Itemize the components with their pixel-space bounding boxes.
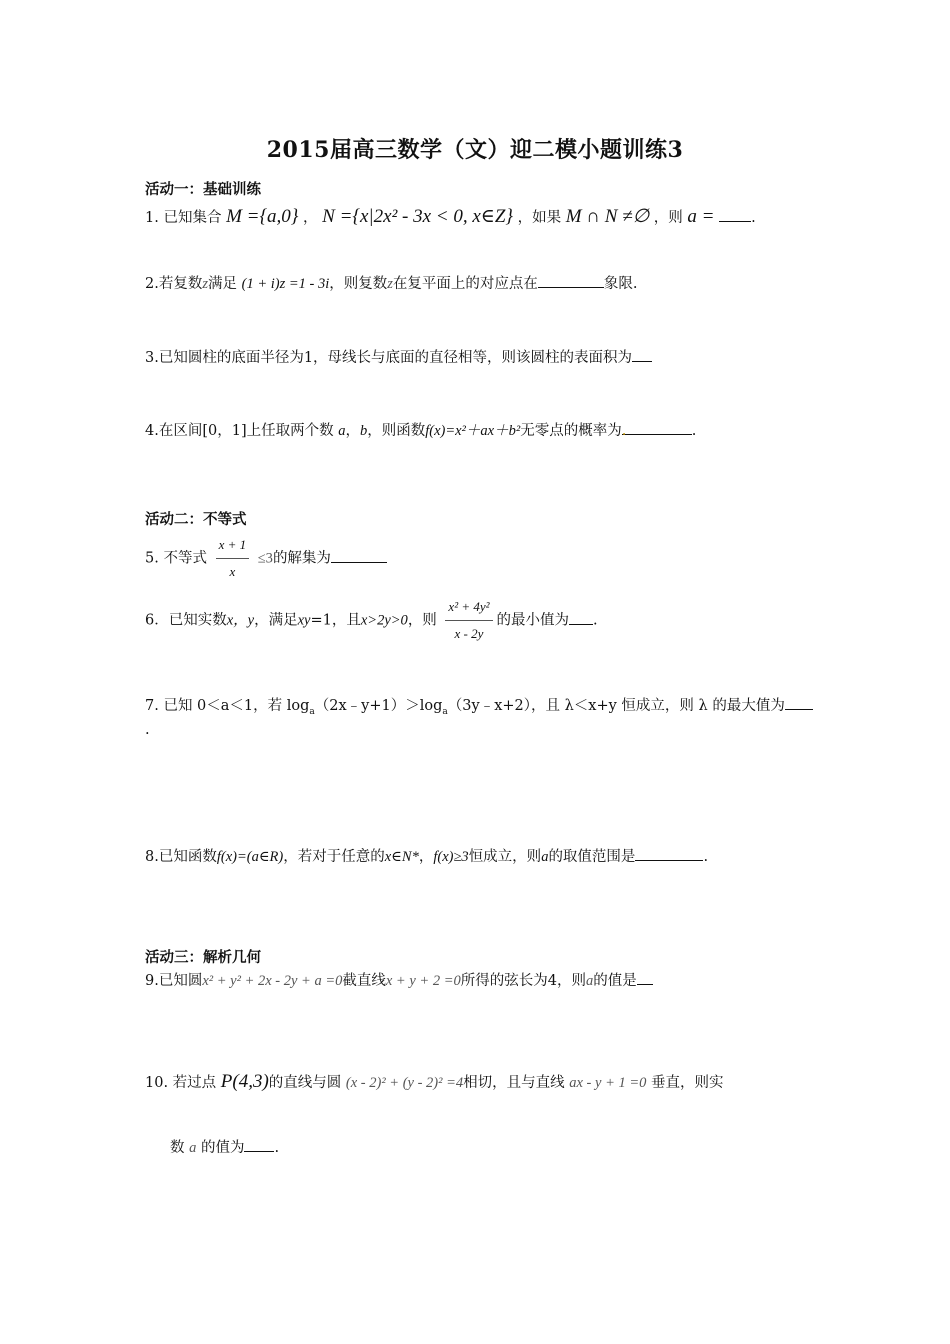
answer-blank[interactable]	[569, 610, 593, 625]
set-n: N ={x|2x² - 3x < 0, x∈Z}	[322, 206, 514, 227]
circle-equation: x² + y² + 2x - 2y + a =0	[202, 973, 343, 989]
answer-blank[interactable]	[635, 846, 703, 861]
question-7: 7. 已知 0＜a＜1，若 $\log_a(2x﹣y+1)>\log_a(3y﹣x+2)$，且 λ＜x+y 恒成立，则 λ 的最大值为	[145, 695, 813, 723]
answer-blank[interactable]	[244, 1137, 274, 1152]
question-8: 8.已知函数f(x)=(a∈R)，若对于任意的x∈N*，f(x)≥3恒成立，则a的取值范围是 .	[145, 846, 708, 868]
answer-blank[interactable]	[719, 207, 751, 222]
section-heading-1: 活动一：基础训练	[145, 182, 261, 198]
question-6: 6．已知实数x，y，满足xy=1，且x>2y>0，则 $\frac{\text{x² + 4y²}}{x - 2y}$ 的最小值为 .	[145, 596, 598, 645]
answer-blank[interactable]	[331, 548, 387, 563]
function-expression: f(x)=x²＋ax＋b²	[425, 423, 521, 439]
question-2: 2.若复数z满足 (1 + i)z =1 - 3i，则复数z在复平面上的对应点在 象限.	[145, 273, 638, 295]
fraction: $\frac{x + 1}{x}$	[216, 534, 250, 583]
question-10-cont: 数 a 的值为 .	[170, 1137, 279, 1159]
question-10: 10. 若过点 P(4,3)的直线与圆 (x - 2)² + (y - 2)² =4相切，且与直线 ax - y + 1 =0 垂直，则实	[145, 1071, 724, 1092]
function-expression: f(x)=(a∈R)	[216, 849, 284, 865]
line-equation: ax - y + 1 =0	[569, 1075, 647, 1091]
question-5: 5. 不等式 $\frac{x + 1}{x}$ ≤3的解集为	[145, 534, 387, 583]
complex-equation: (1 + i)z =1 - 3i	[241, 276, 330, 292]
question-3: 3.已知圆柱的底面半径为1，母线长与底面的直径相等，则该圆柱的表面积为	[145, 347, 652, 369]
line-equation: x + y + 2 =0	[385, 973, 461, 989]
point-p: P(4,3)	[220, 1071, 269, 1092]
section-heading-3: 活动三：解析几何	[145, 950, 261, 966]
set-m: M ={a,0}	[226, 206, 299, 227]
intersection-condition: M ∩ N ≠∅	[565, 206, 650, 227]
question-1: 1. 已知集合 M ={a,0} ， N ={x|2x² - 3x < 0, x∈Z} ，如果 M ∩ N ≠∅ ，则 a = .	[145, 206, 756, 227]
answer-blank[interactable]	[637, 970, 653, 985]
page-title: 2015届高三数学（文）迎二模小题训练3	[266, 137, 684, 163]
answer-blank[interactable]	[632, 347, 652, 362]
circle-equation: (x - 2)² + (y - 2)² =4	[345, 1075, 464, 1091]
answer-blank[interactable]	[538, 273, 604, 288]
answer-blank[interactable]	[785, 695, 813, 710]
answer-blank[interactable]: .	[622, 420, 692, 435]
section-heading-2: 活动二：不等式	[145, 512, 247, 528]
question-9: 9.已知圆x² + y² + 2x - 2y + a =0截直线x + y + 2 =0所得的弦长为4，则a的值是	[145, 970, 653, 992]
question-7-end: .	[145, 722, 150, 738]
fraction: $\frac{\text{x² + 4y²}}{x - 2y}$	[445, 596, 492, 645]
question-4: 4.在区间[0，1]上任取两个数 a，b，则函数f(x)=x²＋ax＋b²无零点的概率为. .	[145, 420, 696, 442]
